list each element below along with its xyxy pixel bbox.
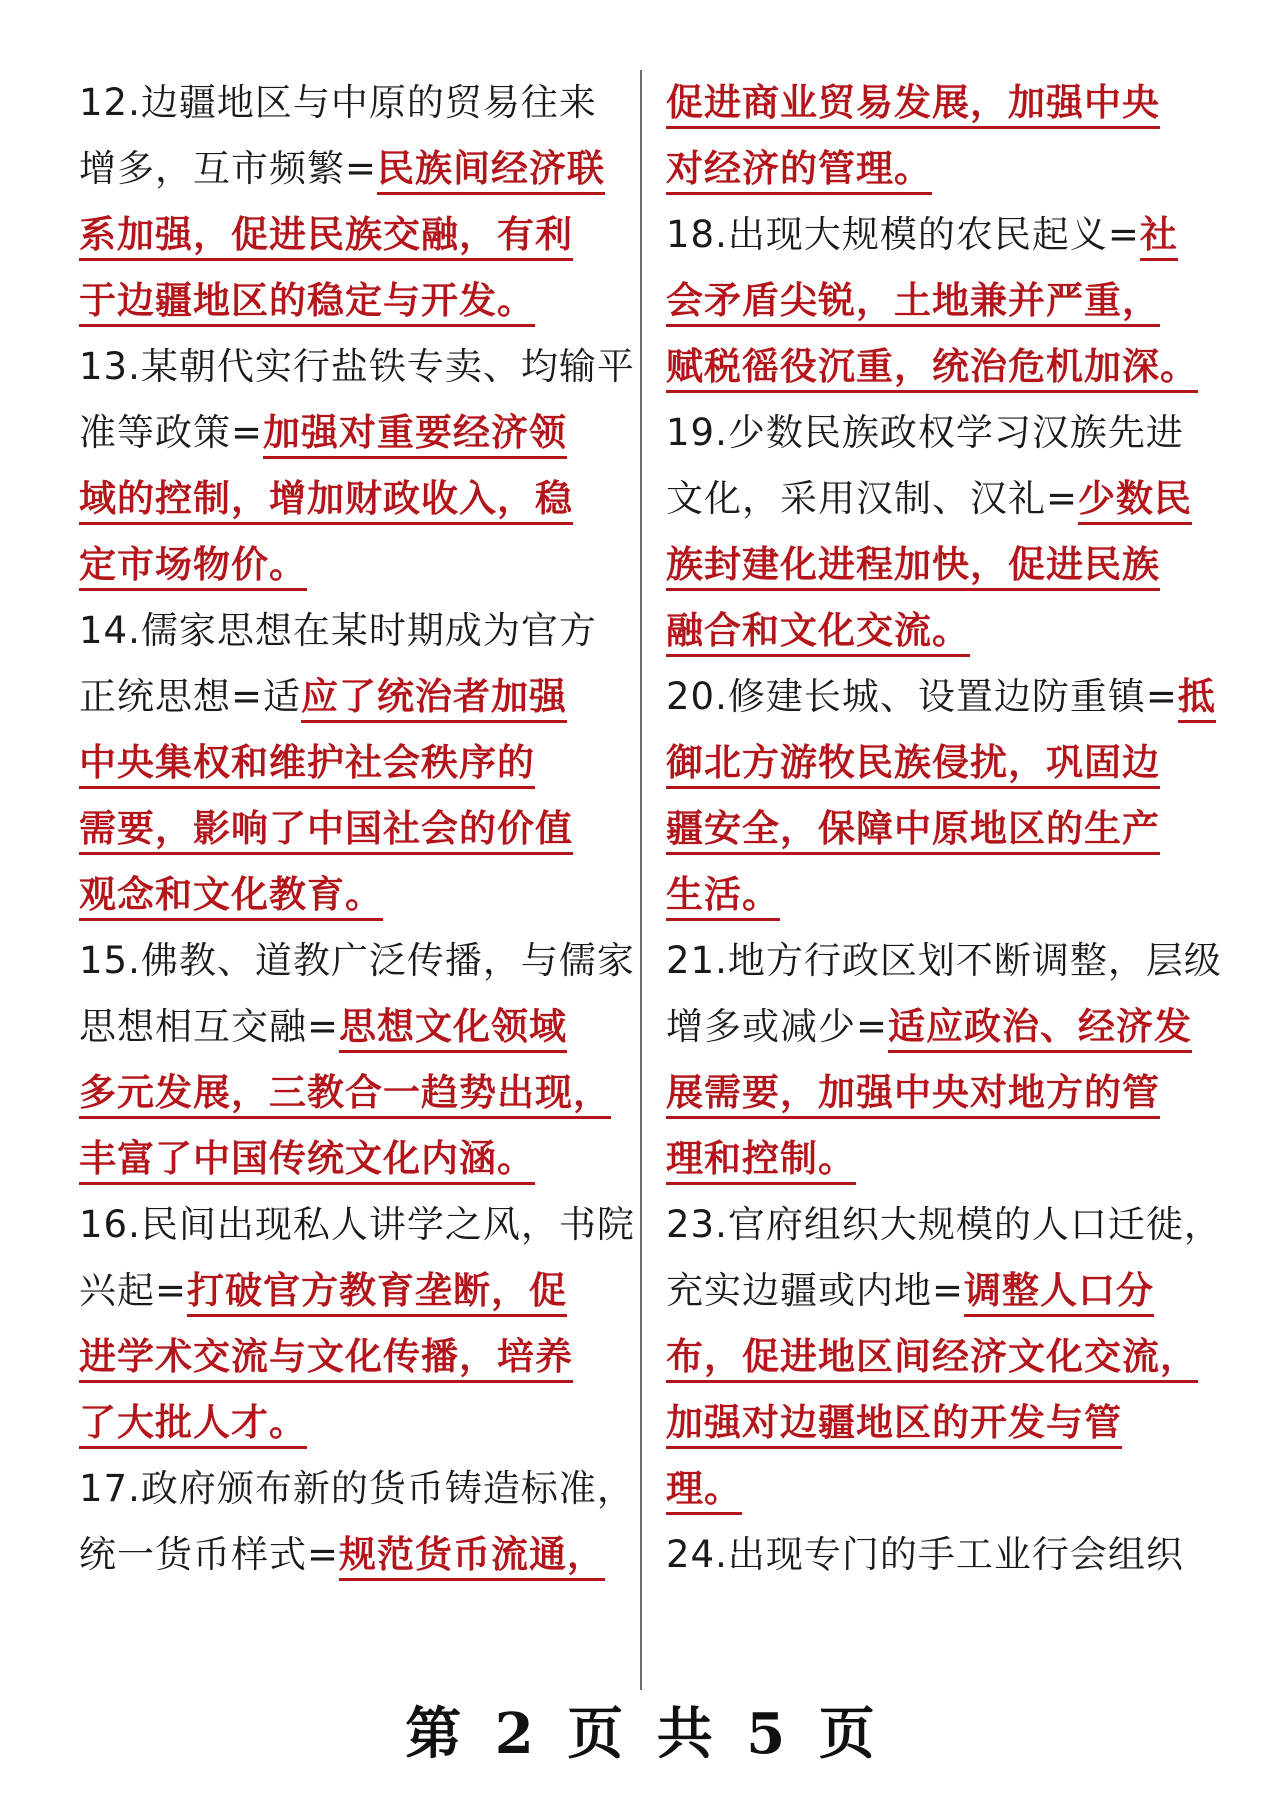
left-line (79, 796, 619, 862)
answer-text: 丰富了中国传统文化内涵。 (79, 1137, 535, 1185)
question-text: 兴起= (79, 1269, 188, 1312)
answer-text: 生活。 (666, 873, 780, 921)
left-line (79, 1456, 635, 1522)
answer-text: 赋税徭役沉重，统治危机加深。 (666, 345, 1198, 393)
left-line (79, 928, 635, 994)
answer-text: 域的控制，增加财政收入，稳 (79, 477, 573, 525)
right-line (666, 928, 1222, 994)
left-line (79, 1324, 619, 1390)
column-divider (640, 70, 642, 1690)
left-line (79, 1390, 619, 1456)
answer-text: 布，促进地区间经济文化交流， (666, 1335, 1198, 1383)
question-text: 准等政策= (79, 411, 264, 454)
left-line (79, 70, 619, 136)
right-line (666, 1258, 1206, 1324)
answer-text: 民族间经济联 (377, 147, 605, 195)
left-line (79, 1126, 619, 1192)
left-line (79, 334, 635, 400)
right-column (666, 70, 1222, 1588)
answer-text: 加强对重要经济领 (263, 411, 567, 459)
footer-page-number: 2 (494, 1701, 534, 1767)
question-text: 13.某朝代实行盐铁专卖、均输平 (79, 345, 635, 388)
right-line (666, 1390, 1206, 1456)
answer-text: 打破官方教育垄断，促 (187, 1269, 567, 1317)
right-line (666, 1060, 1206, 1126)
left-line (79, 730, 619, 796)
question-text: 12.边疆地区与中原的贸易往来 (79, 81, 597, 124)
left-column (79, 70, 635, 1588)
right-line (666, 1126, 1206, 1192)
answer-text: 定市场物价。 (79, 543, 307, 591)
right-line (666, 202, 1206, 268)
question-text: 增多，互市频繁= (79, 147, 378, 190)
question-text: 21.地方行政区划不断调整，层级 (666, 939, 1222, 982)
answer-text: 会矛盾尖锐，土地兼并严重， (666, 279, 1160, 327)
answer-text: 少数民 (1078, 477, 1192, 525)
question-text: 文化，采用汉制、汉礼= (666, 477, 1079, 520)
question-text: 18.出现大规模的农民起义= (666, 213, 1140, 256)
question-text: 统一货币样式= (79, 1533, 340, 1576)
answer-text: 观念和文化教育。 (79, 873, 383, 921)
question-text: 增多或减少= (666, 1005, 889, 1048)
answer-text: 对经济的管理。 (666, 147, 932, 195)
right-line (666, 1522, 1206, 1588)
answer-text: 加强对边疆地区的开发与管 (666, 1401, 1122, 1449)
answer-text: 进学术交流与文化传播，培养 (79, 1335, 573, 1383)
right-line (666, 1324, 1206, 1390)
right-line (666, 268, 1206, 334)
left-line (79, 1522, 619, 1588)
footer-middle: 页 共 (567, 1701, 713, 1767)
answer-text: 系加强，促进民族交融，有利 (79, 213, 573, 261)
left-line (79, 1060, 619, 1126)
answer-text: 应了统治者加强 (301, 675, 567, 723)
right-line (666, 994, 1206, 1060)
answer-text: 了大批人才。 (79, 1401, 307, 1449)
left-line (79, 268, 619, 334)
answer-text: 理和控制。 (666, 1137, 856, 1185)
right-line (666, 598, 1206, 664)
left-line (79, 400, 619, 466)
left-line (79, 1258, 619, 1324)
right-line (666, 532, 1206, 598)
left-line (79, 532, 619, 598)
answer-text: 多元发展，三教合一趋势出现， (79, 1071, 611, 1119)
question-text: 24.出现专门的手工业行会组织 (666, 1533, 1184, 1576)
question-text: 20.修建长城、设置边防重镇= (666, 675, 1178, 718)
right-line (666, 1456, 1206, 1522)
question-text: 17.政府颁布新的货币铸造标准， (79, 1467, 635, 1510)
answer-text: 适应政治、经济发 (888, 1005, 1192, 1053)
page-footer (0, 1690, 1280, 1770)
question-text: 正统思想=适 (79, 675, 302, 718)
right-line (666, 400, 1206, 466)
question-text: 16.民间出现私人讲学之风，书院 (79, 1203, 635, 1246)
answer-text: 中央集权和维护社会秩序的 (79, 741, 535, 789)
question-text: 思想相互交融= (79, 1005, 340, 1048)
answer-text: 御北方游牧民族侵扰，巩固边 (666, 741, 1160, 789)
answer-text: 疆安全，保障中原地区的生产 (666, 807, 1160, 855)
left-line (79, 136, 619, 202)
left-line (79, 994, 619, 1060)
question-text: 23.官府组织大规模的人口迁徙， (666, 1203, 1222, 1246)
answer-text: 理。 (666, 1467, 742, 1515)
footer-total-pages: 5 (746, 1701, 786, 1767)
right-line (666, 466, 1206, 532)
left-line (79, 1192, 635, 1258)
left-line (79, 466, 619, 532)
left-line (79, 202, 619, 268)
left-line (79, 862, 619, 928)
answer-text: 于边疆地区的稳定与开发。 (79, 279, 535, 327)
right-line (666, 1192, 1222, 1258)
right-line (666, 664, 1216, 730)
left-line (79, 598, 619, 664)
right-line (666, 862, 1206, 928)
right-line (666, 70, 1206, 136)
right-line (666, 796, 1206, 862)
answer-text: 促进商业贸易发展，加强中央 (666, 81, 1160, 129)
answer-text: 抵 (1178, 675, 1216, 723)
question-text: 14.儒家思想在某时期成为官方 (79, 609, 597, 652)
answer-text: 规范货币流通， (339, 1533, 605, 1581)
footer-suffix: 页 (818, 1701, 875, 1767)
footer-prefix: 第 (405, 1701, 462, 1767)
answer-text: 思想文化领域 (339, 1005, 567, 1053)
answer-text: 需要，影响了中国社会的价值 (79, 807, 573, 855)
answer-text: 社 (1140, 213, 1178, 261)
answer-text: 融合和文化交流。 (666, 609, 970, 657)
right-line (666, 136, 1206, 202)
answer-text: 族封建化进程加快，促进民族 (666, 543, 1160, 591)
question-text: 19.少数民族政权学习汉族先进 (666, 411, 1184, 454)
answer-text: 展需要，加强中央对地方的管 (666, 1071, 1160, 1119)
question-text: 充实边疆或内地= (666, 1269, 965, 1312)
right-line (666, 334, 1206, 400)
answer-text: 调整人口分 (964, 1269, 1154, 1317)
question-text: 15.佛教、道教广泛传播，与儒家 (79, 939, 635, 982)
right-line (666, 730, 1206, 796)
left-line (79, 664, 619, 730)
